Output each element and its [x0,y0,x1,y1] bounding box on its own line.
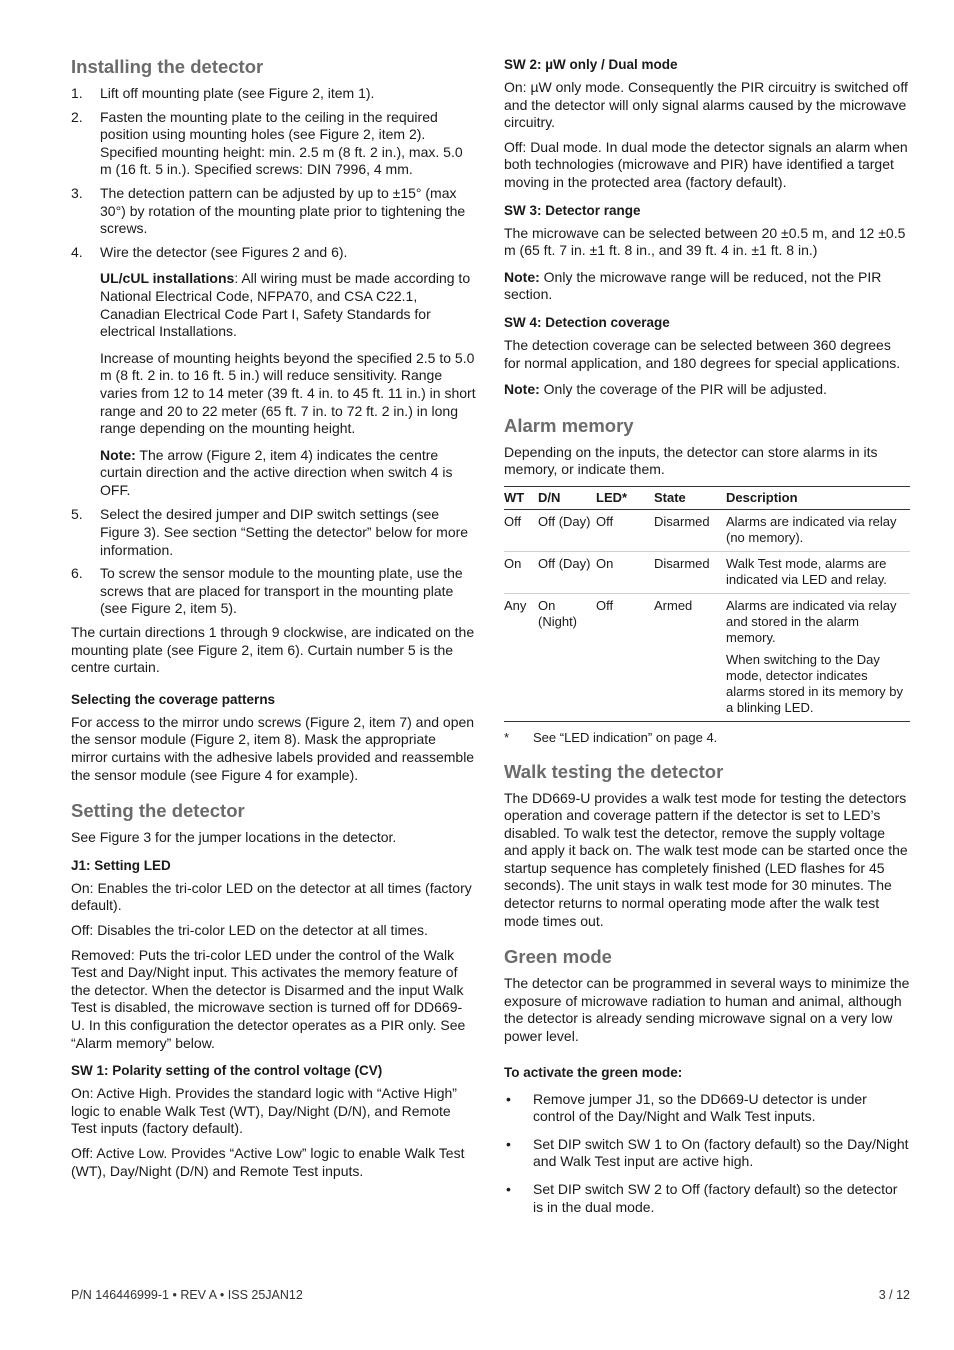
step-text: Lift off mounting plate (see Figure 2, item 1). [100,85,375,101]
setting-intro: See Figure 3 for the jumper locations in the detector. [71,829,397,846]
step-number: 2. [71,108,83,125]
step-text: Wire the detector (see Figures 2 and 6). [100,243,348,260]
coverage-text: For access to the mirror undo screws (Figure 2, item 7) and open the sensor module (Figure 2, item 8). Mask the appropriate mirror curtains with the adhesive labels provided and reassemble the sensor module (see Figure 4 for example). [71,713,475,783]
bullet-icon: • [506,1135,511,1152]
table-row [504,551,910,593]
cell-dn: On (Night) [538,593,596,721]
step-number: 4. [71,243,83,260]
table-footnote [504,729,910,747]
description-text: Alarms are indicated via relay and stored in the alarm memory. [726,597,897,645]
list-item [504,1136,910,1171]
note-text: Only the microwave range will be reduced, not the PIR section. [504,268,882,303]
bullet-text: Set DIP switch SW 2 to Off (factory default) so the detector is in the dual mode. [533,1181,898,1215]
column-header: State [654,486,726,509]
part-number: P/N 146446999-1 • REV A • ISS 25JAN12 [71,1288,303,1302]
cell-state: Armed [654,593,726,721]
column-header: D/N [538,486,596,509]
cell-wt: Off [504,509,538,551]
curtain-directions-text: The curtain directions 1 through 9 clockwise, are indicated on the mounting plate (see Figure 2, item 6). Curtain number 5 is the centre curtain. [71,624,475,676]
step-number: 1. [71,85,83,101]
section-title-alarm-memory: Alarm memory [504,414,634,436]
footnote-text: See “LED indication” on page 4. [533,729,718,745]
list-item [504,1091,910,1126]
note-label: Note: [504,381,540,398]
green-mode-steps [504,1091,910,1217]
list-item [504,1181,910,1216]
green-mode-section [504,946,910,1216]
j1-removed-text: Removed: Puts the tri-color LED under the control of the Walk Test and Day/Night input. This activates the memory feature of the detector. When the detector is Disarmed and the input Walk Test is disabled, the microwave section is turned off for DD669-U. In this configuration the detector operates as a PIR only. See “Alarm memory” below. [71,946,466,1051]
description-text-2: When switching to the Day mode, detector indicates alarms stored in its memory by a blinking LED. [726,651,903,715]
bullet-text: Remove jumper J1, so the DD669-U detector is under control of the Day/Night and Walk Test inputs. [533,1090,867,1125]
page-footer [71,1287,910,1305]
column-header: LED* [596,486,654,509]
sw1-heading: SW 1: Polarity setting of the control voltage (CV) [71,1063,383,1079]
j1-on-text: On: Enables the tri-color LED on the detector at all times (factory default). [71,879,472,914]
note-label: Note: [100,446,136,463]
walk-test-section [504,761,910,931]
cell-led: On [596,551,654,593]
cell-description: Walk Test mode, alarms are indicated via LED and relay. [726,551,910,593]
sw3-text: The microwave can be selected between 20 ±0.5 m, and 12 ±0.5 m (65 ft. 7 in. ±1 ft. 8 in., and 39 ft. 4 in. ±1 ft. 8 in.) [504,224,906,259]
page-number: 3 / 12 [878,1288,910,1302]
j1-heading: J1: Setting LED [71,857,171,873]
j1-off-text: Off: Disables the tri-color LED on the detector at all times. [71,921,428,938]
section-title-green-mode: Green mode [504,946,612,968]
cell-led: Off [596,593,654,721]
sw3-note [504,269,910,304]
cell-led: Off [596,509,654,551]
sw2-off-text: Off: Dual mode. In dual mode the detector signals an alarm when both technologies (microwave and PIR) have identified a target moving in the protected area (factory default). [504,138,908,190]
cell-state: Disarmed [654,551,726,593]
sw1-off-text: Off: Active Low. Provides “Active Low” logic to enable Walk Test (WT), Day/Night (D/N) and Remote Test inputs. [71,1144,465,1179]
sw4-heading: SW 4: Detection coverage [504,314,670,330]
step-number: 3. [71,184,83,201]
table-header-row [504,486,910,509]
bullet-icon: • [506,1181,511,1197]
installation-steps [71,85,476,618]
column-header: Description [726,486,910,509]
green-mode-heading: To activate the green mode: [504,1064,683,1080]
bullet-icon: • [506,1090,511,1107]
step-text: The detection pattern can be adjusted by up to ±15° (max 30°) by rotation of the mounting plate prior to tightening the screws. [100,184,466,237]
step-text: Fasten the mounting plate to the ceiling in the required position using mounting holes (see Figure 2, item 2). Specified mounting height: min. 2.5 m (8 ft. 2 in.), max. 5.0 m (16 ft. 5 in.). Specified screws: DIN 7996, 4 mm. [100,108,463,178]
alarm-memory-section [504,415,910,747]
section-title-installing: Installing the detector [71,56,264,77]
ul-label: UL/cUL installations [100,270,235,287]
cell-wt: Any [504,593,538,721]
right-column [504,56,910,1226]
step-text: To screw the sensor module to the mounting plate, use the screws that are placed for transport in the mounting plate (see Figure 2, item 5). [100,565,463,617]
setting-section [71,800,476,1180]
walk-test-text: The DD669-U provides a walk test mode for testing the detectors operation and coverage pattern if the detector is set to LED’s disabled. To walk test the detector, remove the supply voltage and apply it back on. The walk test mode can be started once the startup sequence has completely finished (LED flashes for 45 seconds). The unit stays in walk test mode for 30 minutes. The detector returns to normal operating mode after the walk test mode times out. [504,789,908,929]
sw1-on-text: On: Active High. Provides the standard logic with “Active High” logic to enable Walk Test (WT), Day/Night (D/N), and Remote Test inputs (factory default). [71,1085,457,1137]
alarm-intro: Depending on the inputs, the detector can store alarms in its memory, or indicate them. [504,443,878,478]
list-item [71,109,476,179]
sw3-heading: SW 3: Detector range [504,202,641,218]
sw2-heading: SW 2: µW only / Dual mode [504,57,678,72]
coverage-heading: Selecting the coverage patterns [71,691,276,707]
cell-wt: On [504,551,538,593]
step-number: 5. [71,506,83,523]
section-title-setting: Setting the detector [71,800,245,822]
cell-dn: Off (Day) [538,509,596,551]
cell-description [726,593,910,721]
mounting-height-note: Increase of mounting heights beyond the specified 2.5 to 5.0 m (8 ft. 2 in. to 16 ft. 5 in.) will reduce sensitivity. Range varies from 12 to 14 meter (39 ft. 4 in. to 45 ft. 11 in.) in short range and 20 to 22 meter (65 ft. 7 in. to 72 ft. 2 in.) in long range depending on the mounting height. [100,349,476,437]
step-text: Select the desired jumper and DIP switch settings (see Figure 3). See section “Setting the detector” below for more information. [100,506,469,558]
sw2-on-text: On: µW only mode. Consequently the PIR circuitry is switched off and the detector will only signal alarms caused by the microwave circuitry. [504,79,908,131]
list-item [71,185,476,238]
cell-state: Disarmed [654,509,726,551]
step-number: 6. [71,565,83,582]
sw4-note [504,381,910,399]
column-header: WT [504,486,538,509]
sw4-text: The detection coverage can be selected between 360 degrees for normal application, and 180 degrees for special applications. [504,336,901,371]
footnote-mark: * [504,729,510,745]
arrow-note [100,447,476,500]
list-item [71,565,476,618]
note-label: Note: [504,268,540,285]
list-item [71,244,476,500]
list-item [71,506,476,559]
table-row [504,509,910,551]
ul-installations-note [100,270,476,340]
note-text: The arrow (Figure 2, item 4) indicates the centre curtain direction and the active direction when switch 4 is OFF. [100,446,453,498]
ul-text: : All wiring must be made according to National Electrical Code, NFPA70, and CSA C22.1, Canadian Electrical Code Part I, Safety Standards for electrical Installations. [100,270,471,340]
cell-dn: Off (Day) [538,551,596,593]
alarm-memory-table [504,486,910,722]
bullet-text: Set DIP switch SW 1 to On (factory default) so the Day/Night and Walk Test input are active high. [533,1135,909,1170]
section-title-walk-test: Walk testing the detector [504,760,724,782]
green-mode-text: The detector can be programmed in several ways to minimize the exposure of microwave radiation to human and animal, although the detector is already sending microwave signal on a very low power level. [504,975,910,1045]
note-text: Only the coverage of the PIR will be adjusted. [539,381,827,398]
left-column [71,56,476,1187]
table-row [504,593,910,721]
cell-description: Alarms are indicated via relay (no memory). [726,509,910,551]
list-item [71,85,476,103]
